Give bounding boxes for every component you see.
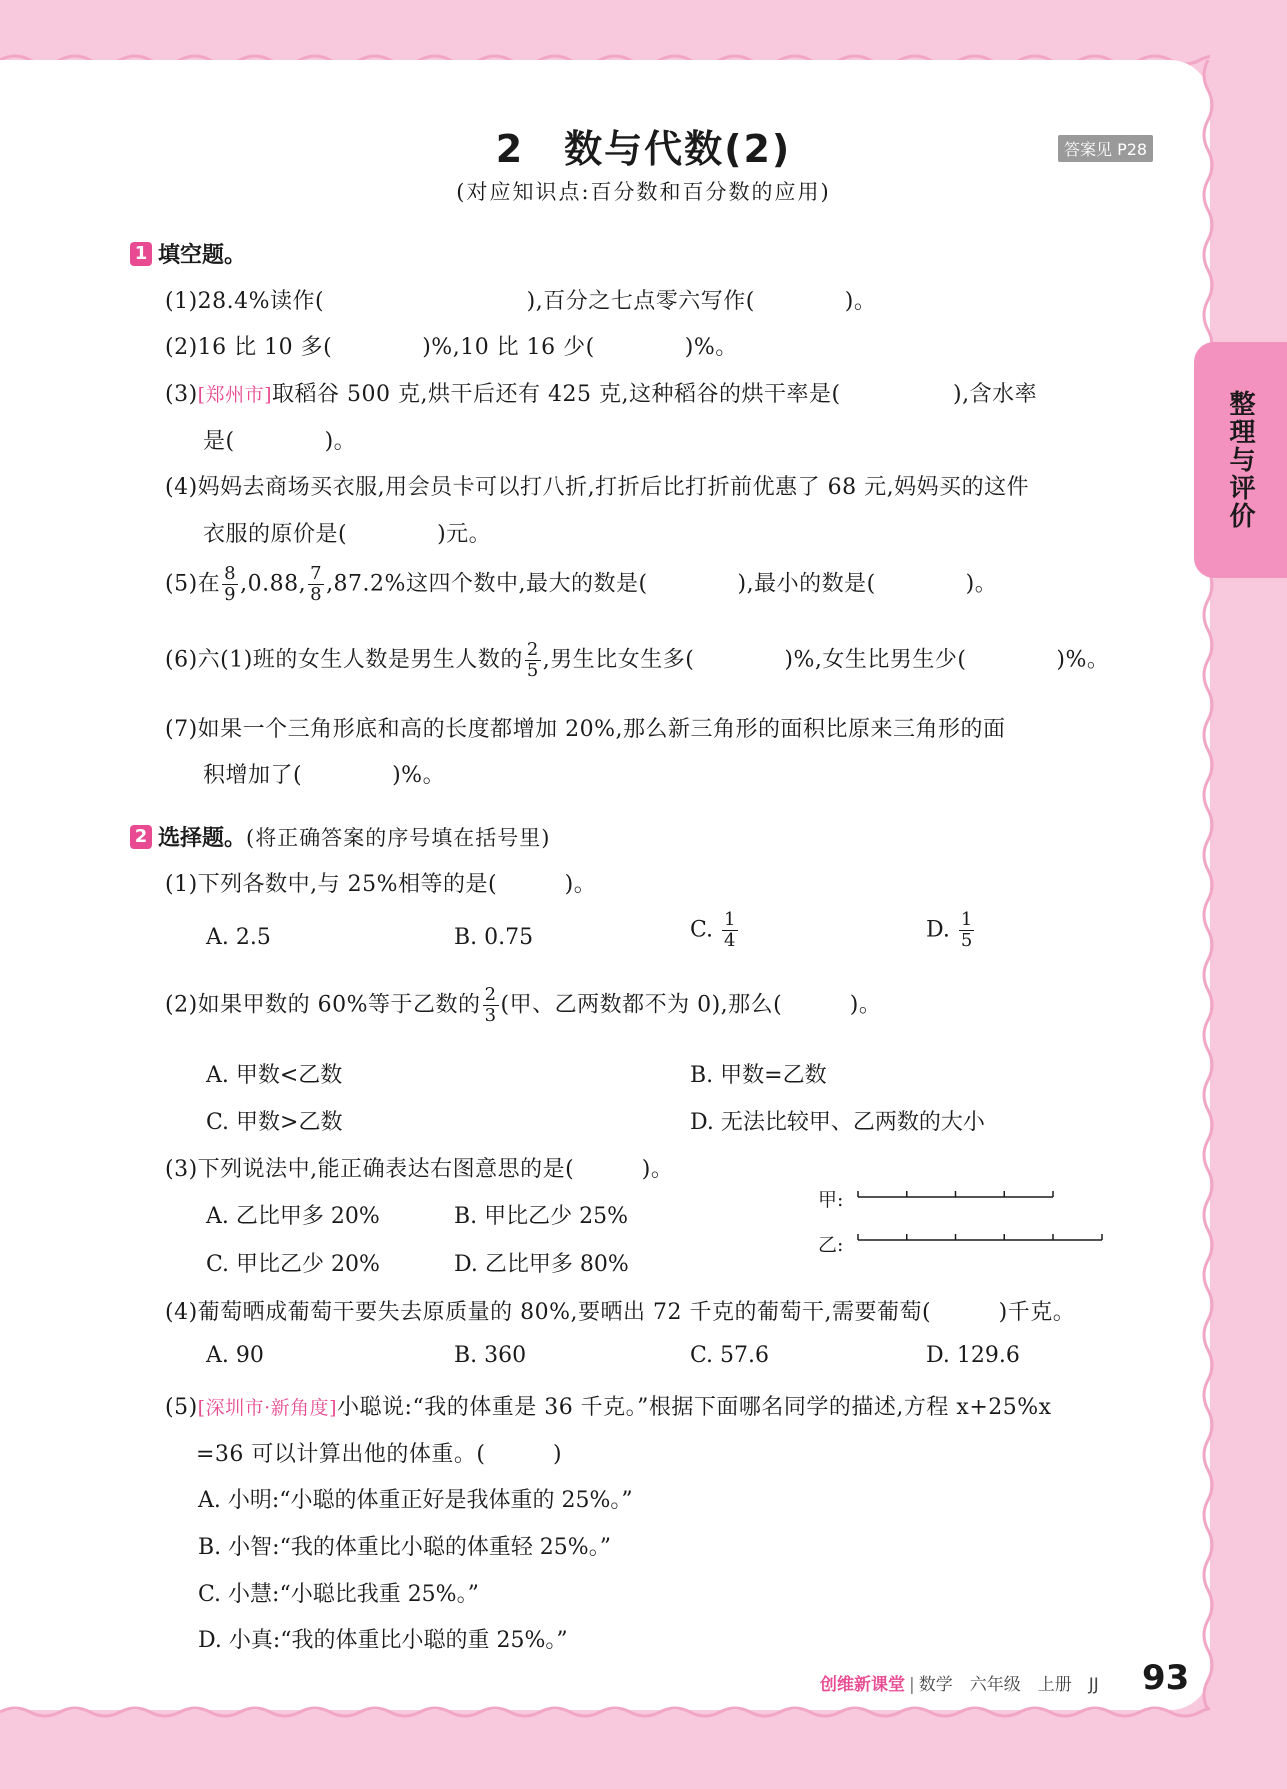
section-2-title: 选择题。 [158,826,247,851]
fraction-numerator: 1 [960,909,973,930]
s1-q3-prefix: (3) [165,382,198,407]
bottom-wavy-border [0,1700,1210,1724]
s1-q5-part-b: ,0.88, [240,571,307,597]
fraction-denominator: 3 [484,1005,497,1026]
s2-q1-option-b[interactable]: B. 0.75 [454,925,534,950]
s2-question-5-cont: =36 可以计算出他的体重。( ) [196,1442,563,1467]
s2-q5-option-b[interactable]: B. 小智:“我的体重比小聪的体重轻 25%。” [198,1535,611,1560]
s2-q4-option-c[interactable]: C. 57.6 [690,1343,770,1368]
fraction-2-5 [525,640,541,681]
s2-question-1: (1)下列各数中,与 25%相等的是( )。 [165,872,597,897]
s2-q5-option-a[interactable]: A. 小明:“小聪的体重正好是我体重的 25%。” [198,1488,633,1513]
s2-question-4: (4)葡萄晒成葡萄干要失去原质量的 80%,要晒出 72 千克的葡萄干,需要葡萄( )千克。 [165,1300,1076,1325]
s1-question-3 [165,377,1037,408]
s2-q5-region-tag: [深圳市·新角度] [197,1397,338,1419]
s1-question-3-cont: 是( )。 [203,429,357,454]
fraction-numerator: 8 [224,563,237,584]
footer-book-info: 数学 六年级 上册 JJ [918,1675,1099,1695]
s2-q2-part-b: (甲、乙两数都不为 0),那么( )。 [500,992,882,1018]
s2-q2-option-d[interactable]: D. 无法比较甲、乙两数的大小 [690,1110,985,1135]
fraction-numerator: 2 [526,639,539,660]
s2-q4-option-b[interactable]: B. 360 [454,1343,527,1368]
s2-q5-option-d[interactable]: D. 小真:“我的体重比小聪的重 25%。” [198,1628,568,1653]
option-label: D. [926,917,950,943]
section-1-title: 填空题。 [158,243,247,268]
s2-q4-option-a[interactable]: A. 90 [206,1343,264,1368]
section-2-badge: 2 [130,825,152,849]
s2-q5-prefix: (5) [165,1395,198,1420]
fraction-7-8 [308,564,324,605]
diagram-label-jia: 甲: [818,1189,844,1211]
page-title: 2 数与代数(2) [495,127,792,171]
fraction-denominator: 5 [960,930,973,951]
s1-q3-region-tag: [郑州市] [197,384,272,406]
footer-info [820,1670,1099,1695]
s2-question-2 [165,985,881,1026]
s2-q1-option-a[interactable]: A. 2.5 [206,925,271,950]
section-2-heading [130,821,550,852]
s1-q6-part-b: ,男生比女生多( )%,女生比男生少( )%。 [542,647,1110,673]
s1-q3-text: 取稻谷 500 克,烘干后还有 425 克,这种稻谷的烘干率是( ),含水率 [272,382,1038,407]
segment-diagram [818,1180,1108,1256]
s2-q1-option-d[interactable] [926,910,976,951]
s2-q2-option-a[interactable]: A. 甲数<乙数 [206,1063,343,1088]
fraction-2-3 [483,985,499,1026]
s1-question-4-cont: 衣服的原价是( )元。 [203,522,492,547]
s2-q3-option-c[interactable]: C. 甲比乙少 20% [206,1252,380,1277]
section-2-note: (将正确答案的序号填在括号里) [246,825,551,850]
jia-segment [858,1191,1053,1197]
s2-q5-option-c[interactable]: C. 小慧:“小聪比我重 25%。” [198,1582,479,1607]
option-label: C. [690,917,714,943]
s2-question-3: (3)下列说法中,能正确表达右图意思的是( )。 [165,1157,674,1182]
answer-reference-badge: 答案见 P28 [1058,135,1153,162]
s2-question-5 [165,1390,1052,1421]
footer-separator: | [909,1675,915,1695]
fraction-denominator: 9 [224,584,237,605]
s1-q6-part-a: (6)六(1)班的女生人数是男生人数的 [165,647,523,673]
s2-q5-text: 小聪说:“我的体重是 36 千克。”根据下面哪名同学的描述,方程 x+25%x [337,1395,1052,1420]
fraction-denominator: 5 [526,660,539,681]
fraction-8-9 [222,564,238,605]
s2-q3-option-a[interactable]: A. 乙比甲多 20% [206,1204,380,1229]
s1-q5-part-a: (5)在 [165,571,221,597]
s1-question-5 [165,564,997,605]
s2-q2-option-c[interactable]: C. 甲数>乙数 [206,1110,343,1135]
s1-question-6 [165,640,1109,681]
fraction-numerator: 7 [310,563,323,584]
section-1-heading [130,238,246,269]
s1-question-1: (1)28.4%读作( ),百分之七点零六写作( )。 [165,289,877,314]
s1-question-2: (2)16 比 10 多( )%,10 比 16 少( )%。 [165,335,738,360]
s2-q2-part-a: (2)如果甲数的 60%等于乙数的 [165,992,481,1018]
s2-q1-option-c[interactable] [690,910,740,951]
s2-q2-option-b[interactable]: B. 甲数=乙数 [690,1063,827,1088]
s1-q5-part-c: ,87.2%这四个数中,最大的数是( ),最小的数是( )。 [326,571,998,597]
fraction-numerator: 1 [724,909,736,930]
s1-question-7: (7)如果一个三角形底和高的长度都增加 20%,那么新三角形的面积比原来三角形的面 [165,717,1006,742]
footer-brand: 创维新课堂 [820,1675,905,1695]
side-tab-label: 整理与评价 [1225,390,1255,530]
s2-q4-option-d[interactable]: D. 129.6 [926,1343,1020,1368]
s2-q3-option-d[interactable]: D. 乙比甲多 80% [454,1252,629,1277]
right-wavy-border [1196,60,1220,1710]
section-1-badge: 1 [130,242,152,266]
yi-segment [858,1234,1102,1240]
side-tab [1194,342,1287,578]
fraction-1-4 [722,910,737,951]
page-subtitle: (对应知识点:百分数和百分数的应用) [456,180,831,204]
s1-question-7-cont: 积增加了( )%。 [203,763,446,788]
s2-q3-option-b[interactable]: B. 甲比乙少 25% [454,1204,629,1229]
page-number: 93 [1142,1658,1190,1698]
fraction-1-5 [959,910,974,951]
segment-lines [818,1180,1108,1250]
fraction-denominator: 4 [724,930,736,951]
diagram-label-yi: 乙: [818,1234,844,1256]
s1-question-4: (4)妈妈去商场买衣服,用会员卡可以打八折,打折后比打折前优惠了 68 元,妈妈买的这件 [165,475,1030,500]
fraction-denominator: 8 [310,584,323,605]
fraction-numerator: 2 [484,984,497,1005]
